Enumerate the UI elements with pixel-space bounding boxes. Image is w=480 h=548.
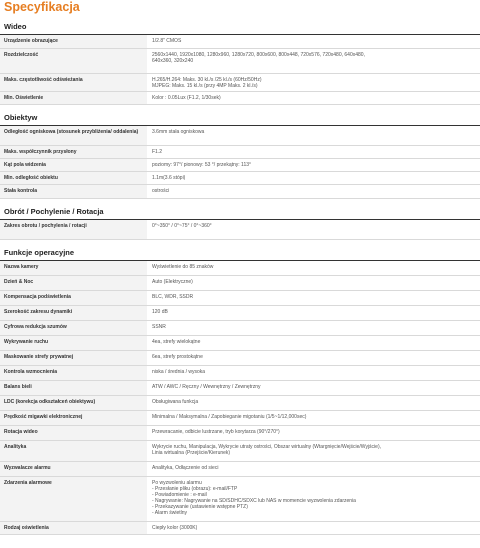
spec-row (0, 321, 480, 336)
spec-row (0, 276, 480, 291)
spec-value (147, 172, 480, 185)
spec-value (147, 366, 480, 381)
spec-value (147, 306, 480, 321)
spec-row (0, 185, 480, 199)
spec-label: Kompensacja podświetlenia (0, 291, 147, 306)
spec-table (0, 126, 480, 200)
spec-value-line: Ciepły kolor (3000K) (152, 525, 198, 531)
spec-label: Rozdzielczość (0, 48, 147, 73)
spec-value (147, 396, 480, 411)
spec-label: Zakres obrotu / pochylenia / rotacji (0, 220, 147, 239)
spec-value-line: ATW / AWC / Ręczny / Wewnętrzny / Zewnętrzny (152, 384, 261, 390)
spec-row (0, 73, 480, 91)
spec-value-line: poziomy: 97°/ pionowy: 53 °/ przekątny: 113° (152, 162, 252, 168)
spec-row (0, 336, 480, 351)
spec-label: Maks. współczynnik przysłony (0, 146, 147, 159)
spec-table (0, 220, 480, 240)
spec-value-line: 4ea, strefy wielokątne (152, 339, 201, 345)
spec-label: Min. odległość obiektu (0, 172, 147, 185)
spec-value (147, 185, 480, 199)
spec-row (0, 522, 480, 535)
spec-row (0, 35, 480, 48)
spec-value (147, 261, 480, 276)
spec-value-line: - Alarm świetlny (152, 510, 188, 516)
spec-label: Analityka (0, 441, 147, 462)
spec-value-line: - Przekazywanie (ustawienie wstępne PTZ) (152, 504, 248, 510)
spec-label: Balans bieli (0, 381, 147, 396)
section-title: Obrót / Pochylenie / Rotacja (0, 203, 480, 220)
spec-value-line: 120 dB (152, 309, 168, 315)
spec-label: Stała kontrola (0, 185, 147, 199)
spec-value-line: 3.6mm stała ogniskowa (152, 128, 205, 135)
spec-value-line: SSNR (152, 324, 166, 330)
spec-row (0, 411, 480, 426)
spec-value (147, 411, 480, 426)
spec-row (0, 351, 480, 366)
spec-value (147, 73, 480, 91)
spec-label: Kontrola wzmocnienia (0, 366, 147, 381)
spec-label: Maks. częstotliwość odświeżania (0, 73, 147, 91)
spec-value-line: MJPEG: Maks. 15 kl./s (przy 4MP Maks. 2 kl./s) (152, 82, 258, 89)
spec-row (0, 366, 480, 381)
spec-value-line: H.265/H.264: Maks. 30 kl./s /25 kl./s (60Hz/50Hz) (152, 76, 262, 83)
spec-label: Rodzaj oświetlenia (0, 522, 147, 535)
spec-value (147, 477, 480, 522)
spec-value (147, 351, 480, 366)
spec-value-line: Przewracanie, odbicie lustrzane, tryb korytarza (90°/270°) (152, 429, 280, 435)
spec-row (0, 48, 480, 73)
spec-value-line: Obsługiwana funkcja (152, 399, 199, 405)
spec-label: Szerokość zakresu dynamiki (0, 306, 147, 321)
spec-value (147, 220, 480, 239)
spec-row (0, 381, 480, 396)
spec-content (0, 18, 480, 535)
spec-value (147, 426, 480, 441)
spec-row (0, 396, 480, 411)
spec-row (0, 306, 480, 321)
spec-value-line: 1.1m(3.6 stópi) (152, 175, 186, 181)
spec-value-line: - Przesłanie pliku (obrazu): e-mail/FTP (152, 486, 238, 492)
spec-row (0, 426, 480, 441)
spec-label: Dzień & Noc (0, 276, 147, 291)
spec-label: Wykrywanie ruchu (0, 336, 147, 351)
section-title: Obiektyw (0, 109, 480, 126)
spec-table (0, 261, 480, 536)
spec-row (0, 91, 480, 104)
spec-value (147, 91, 480, 104)
spec-row (0, 172, 480, 185)
spec-label: Maskowanie strefy prywatnej (0, 351, 147, 366)
spec-row (0, 477, 480, 522)
spec-value-line: F1.2 (152, 149, 163, 155)
page-title: Specyfikacja (4, 0, 80, 14)
spec-value-line: 640x360, 320x240 (152, 57, 194, 64)
spec-label: Urządzenie obrazujące (0, 35, 147, 48)
spec-value-line: 2560x1440, 1920x1080, 1280x960, 1280x720, 800x600, 800x448, 720x576, 720x480, 640x480, (152, 51, 365, 58)
spec-value-line: Wykrycie ruchu, Manipulacja, Wykrycie utraty ostrości, Obszar wirtualny (Wtargnięcie/Wejście/Wyjście), (152, 444, 381, 450)
spec-value-line: Auto (Elektryczne) (152, 279, 193, 285)
section-title: Wideo (0, 18, 480, 35)
spec-value (147, 462, 480, 477)
spec-value-line: Minimalna / Maksymalna / Zapobieganie migotaniu (1/5~1/12,000sec) (152, 414, 307, 420)
spec-value (147, 321, 480, 336)
spec-value-line: niska / średnia / wysoka (152, 369, 206, 375)
spec-value (147, 291, 480, 306)
spec-value-line: Linia wirtualna (Przejście/Kierunek) (152, 450, 231, 456)
spec-value (147, 48, 480, 73)
spec-value (147, 381, 480, 396)
spec-row (0, 159, 480, 172)
spec-row (0, 126, 480, 146)
spec-value-line: - Nagrywanie: Nagrywanie na SD/SDHC/SDXC lub NAS w momencie wyzwolenia zdarzenia (152, 498, 356, 504)
spec-row (0, 261, 480, 276)
spec-label: Rotacja wideo (0, 426, 147, 441)
spec-row (0, 220, 480, 239)
spec-value-line: Po wyzwoleniu alarmu (152, 480, 202, 486)
spec-row (0, 291, 480, 306)
spec-row (0, 462, 480, 477)
spec-value (147, 276, 480, 291)
spec-value (147, 336, 480, 351)
spec-value (147, 522, 480, 535)
spec-value-line: 6ea, strefy prostokątne (152, 354, 203, 360)
section-title: Funkcje operacyjne (0, 244, 480, 261)
spec-label: LDC (korekcja odkształceń obiektywu) (0, 396, 147, 411)
spec-value-line: 0°~350° / 0°~75° / 0°~360° (152, 223, 212, 229)
spec-label: Kąt pola widzenia (0, 159, 147, 172)
spec-value (147, 441, 480, 462)
spec-label: Wyzwalacze alarmu (0, 462, 147, 477)
spec-label: Odległość ogniskowa (stosunek przybliżenia/ oddalenia) (0, 126, 147, 146)
spec-value-line: BLC, WDR, SSDR (152, 294, 194, 300)
spec-row (0, 146, 480, 159)
spec-value-line: Kolor : 0.05Lux (F1.2, 1/30sek) (152, 94, 221, 101)
spec-value (147, 146, 480, 159)
spec-value (147, 35, 480, 48)
spec-label: Zdarzenia alarmowe (0, 477, 147, 522)
spec-row (0, 441, 480, 462)
spec-label: Prędkość migawki elektronicznej (0, 411, 147, 426)
spec-table (0, 35, 480, 105)
spec-value-line: 1/2.8" CMOS (152, 38, 182, 44)
spec-label: Min. Oświetlenie (0, 91, 147, 104)
spec-value (147, 126, 480, 146)
spec-label: Nazwa kamery (0, 261, 147, 276)
spec-label: Cyfrowa redukcja szumów (0, 321, 147, 336)
spec-value (147, 159, 480, 172)
spec-value-line: - Powiadomienie : e-mail (152, 492, 207, 498)
spec-value-line: ostrości (152, 188, 170, 194)
spec-value-line: Wyświetlenie do 85 znaków (152, 263, 214, 270)
spec-value-line: Analityka, Odłączenie od sieci (152, 465, 219, 471)
